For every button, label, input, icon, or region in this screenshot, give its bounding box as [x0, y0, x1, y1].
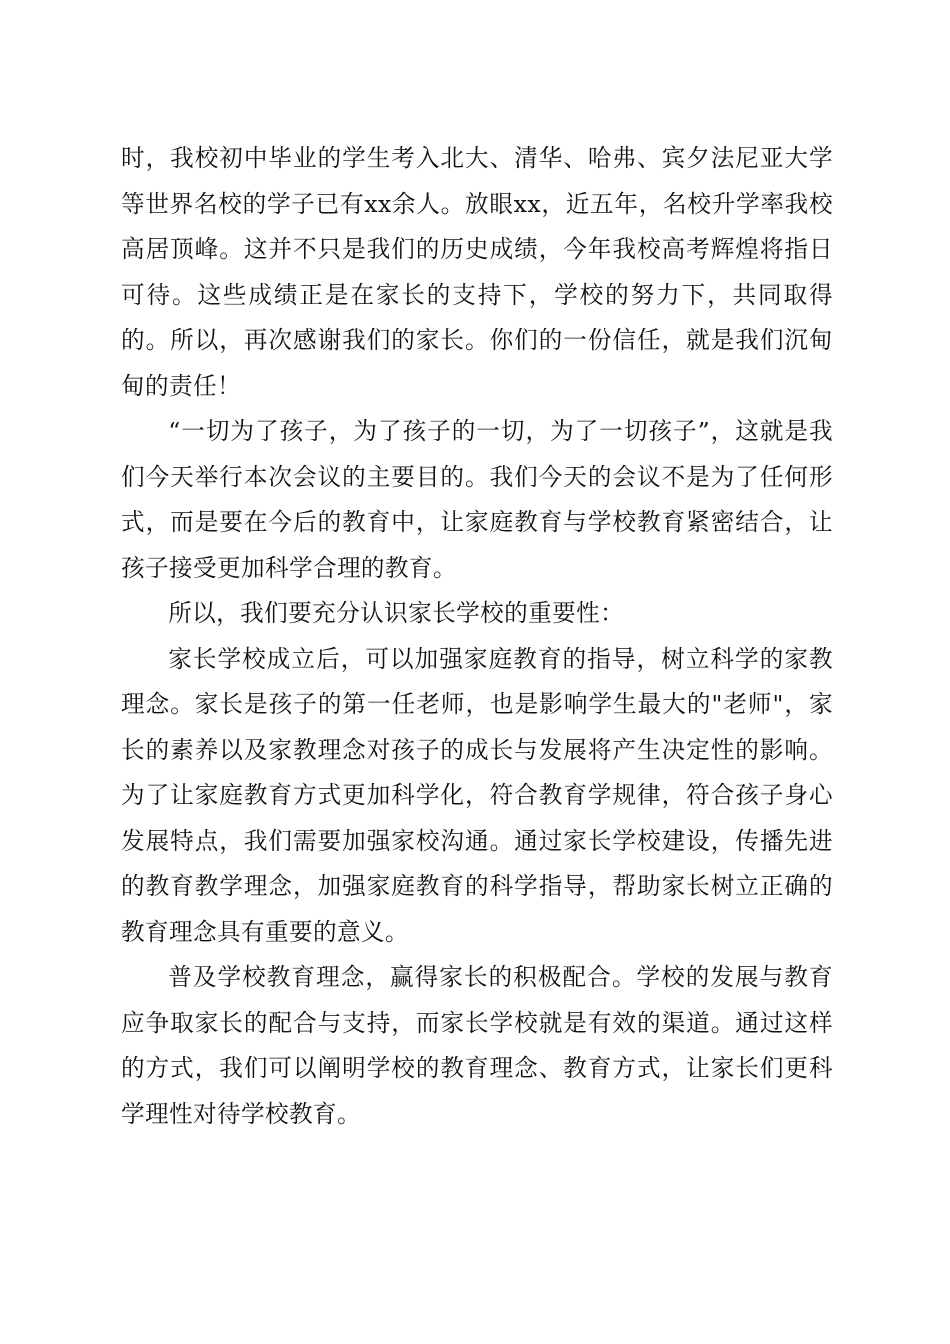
- paragraph-1: 时，我校初中毕业的学生考入北大、清华、哈弗、宾夕法尼亚大学等世界名校的学子已有xx余人。放眼xx，近五年，名校升学率我校高居顶峰。这并不只是我们的历史成绩，今年我校高考辉煌将指日可待。这些成绩正是在家长的支持下，学校的努力下，共同取得的。所以，再次感谢我们的家长。你们的一份信任，就是我们沉甸甸的责任！: [121, 144, 833, 400]
- paragraph-3: 所以，我们要充分认识家长学校的重要性：: [168, 599, 625, 627]
- paragraph-5: 普及学校教育理念，赢得家长的积极配合。学校的发展与教育应争取家长的配合与支持，而家长学校就是有效的渠道。通过这样的方式，我们可以阐明学校的教育理念、教育方式，让家长们更科学理性对待学校教育。: [121, 963, 833, 1128]
- document-body: [121, 136, 833, 1137]
- paragraph-4: 家长学校成立后，可以加强家庭教育的指导，树立科学的家教理念。家长是孩子的第一任老师，也是影响学生最大的"老师"，家长的素养以及家教理念对孩子的成长与发展将产生决定性的影响。为了让家庭教育方式更加科学化，符合教育学规律，符合孩子身心发展特点，我们需要加强家校沟通。通过家长学校建设，传播先进的教育教学理念，加强家庭教育的科学指导，帮助家长树立正确的教育理念具有重要的意义。: [121, 644, 833, 946]
- paragraph-2: “一切为了孩子，为了孩子的一切，为了一切孩子”，这就是我们今天举行本次会议的主要目的。我们今天的会议不是为了任何形式，而是要在今后的教育中，让家庭教育与学校教育紧密结合，让孩子接受更加科学合理的教育。: [121, 417, 833, 582]
